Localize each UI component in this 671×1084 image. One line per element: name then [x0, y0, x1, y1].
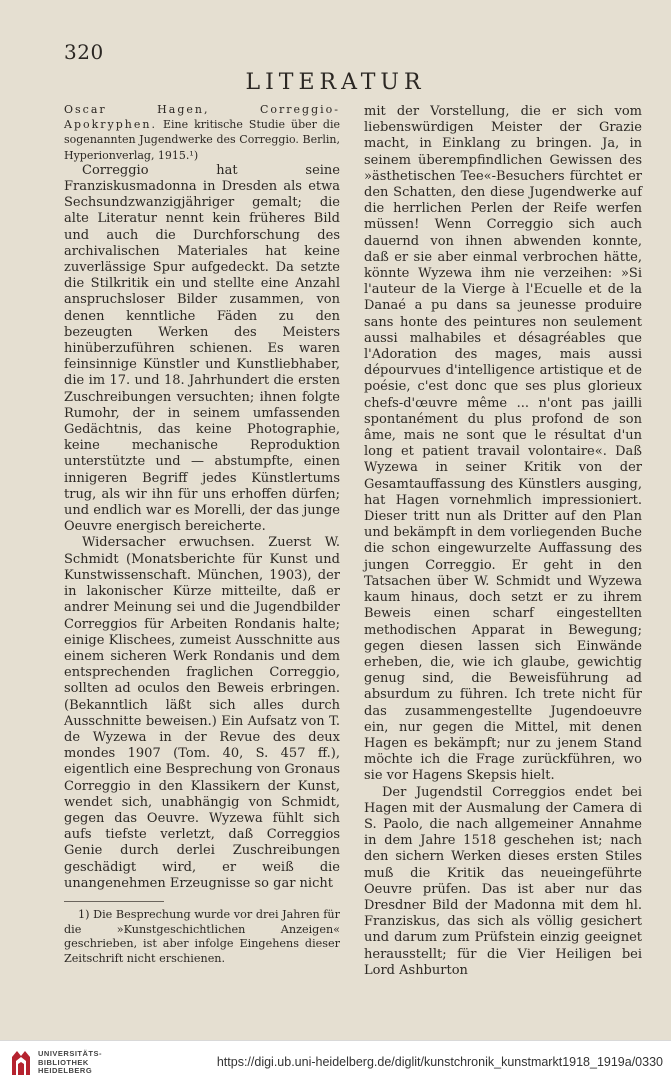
- footnote: 1) Die Besprechung wurde vor drei Jahren für die »Kunstgeschichtlichen Anzeigen« geschrieben‚ ist aber infolge Eingehens dieser Zeitschrift nicht erschienen.: [64, 907, 340, 965]
- source-url[interactable]: https://digi.ub.uni-heidelberg.de/diglit/kunstchronik_kunstmarkt1918_1919a/0330: [216, 1055, 663, 1069]
- left-column: [64, 102, 340, 966]
- paragraph: mit der Vorstellung, die er sich vom liebenswürdigen Meister der Grazie macht, in Einklang zu bringen. Ja, in seinem überempfindlichen Gewissen des »ästhetischen Tee«-Besuchers fürchtet er den Schatten, den diese Jugendwerke auf die herrlichen Perlen der Reife werfen müssen! Wenn Correggio sich auch dauernd von ihnen abwenden konnte, daß er sie aber einmal verbrochen hätte, könnte Wyzewa ihm nie verzeihen: »Si l'auteur de la Vierge à l'Ecuelle et de la Danaé a pu dans sa jeunesse produire sans honte des peintures non seulement aussi malhabiles et désagréables que l'Adoration des mages, mais aussi dépourvues d'intelligence artistique et de poésie, c'est donc que ses plus glorieux chefs-d'œuvre même ... n'ont pas jailli spontanément du plus profond de son âme, mais ne sont que le résultat d'un long et patient travail volontaire«. Daß Wyzewa in seiner Kritik von der Gesamtauffassung des Künstlers ausging, hat Hagen vornehmlich impressioniert. Dieser tritt nun als Dritter auf den Plan und bekämpft in dem vorliegenden Buche die schon eingewurzelte Auffassung des jungen Correggio. Er geht in den Tatsachen über W. Schmidt und Wyzewa kaum hinaus, doch setzt er zu ihrem Beweis einen scharf eingestellten methodischen Apparat in Bewegung; gegen diesen lassen sich Einwände erheben, die, wie ich glaube, gewichtig genug sind, die Beweisführung ad absurdum zu führen. Ich trete nicht für das zusammengestellte Jugendoeuvre ein, nur gegen die Mittel, mit denen Hagen es bekämpft; nur zu jenem Stand möchte ich die Frage zurückführen, wo sie vor Hagens Skepsis hielt.: [364, 104, 642, 784]
- heidelberg-library-logo-icon[interactable]: [8, 1047, 34, 1077]
- section-title: LITERATUR: [245, 70, 426, 95]
- library-name: [38, 1050, 102, 1076]
- library-name-line: UNIVERSITÄTS-: [38, 1049, 103, 1058]
- right-column: [364, 104, 642, 979]
- book-reference: [64, 102, 340, 163]
- library-name-line: BIBLIOTHEK: [38, 1057, 89, 1067]
- library-name-line: HEIDELBERG: [38, 1066, 93, 1076]
- footer-bar: [0, 1040, 671, 1084]
- footnote-divider: [64, 901, 164, 902]
- book-title: Oscar Hagen, Correggio-Apokryphen.: [64, 103, 340, 132]
- book-details: Eine kritische Studie über die sogenannten Jugendwerke des Correggio. Berlin, Hyperionverlag, 1915.¹): [64, 118, 340, 162]
- paragraph: Der Jugendstil Correggios endet bei Hagen mit der Ausmalung der Camera di S. Paolo, die nach allgemeiner Annahme in dem Jahre 1518 geschehen ist; nach den sichern Werken dieses ersten Stiles muß die Kritik das neueingeführte Oeuvre prüfen. Das ist aber nur das Dresdner Bild der Madonna mit dem hl. Franziskus, das sich als völlig gesichert und darum zum Prüfstein einzig geeignet herausstellt; für die Vier Heiligen bei Lord Ashburton: [364, 784, 642, 978]
- paragraph: Widersacher erwuchsen. Zuerst W. Schmidt (Monatsberichte für Kunst und Kunstwissenschaft. München, 1903), der in lakonischer Kürze mitteilte, daß er andrer Meinung sei und die Jugendbilder Correggios für Arbeiten Rondanis halte; einige Klischees, zumeist Ausschnitte aus einem sicheren Werk Rondanis und dem entsprechenden fraglichen Correggio, sollten ad oculos den Beweis erbringen. (Bekanntlich läßt sich alles durch Ausschnitte beweisen.) Ein Aufsatz von T. de Wyzewa in der Revue des deux mondes 1907 (Tom. 40, S. 457 ff.), eigentlich eine Besprechung von Gronaus Correggio in den Klassikern der Kunst, wendet sich, unabhängig von Schmidt, gegen das Oeuvre. Wyzewa fühlt sich aufs tiefste verletzt, daß Correggios Genie durch derlei Zuschreibungen geschädigt wird, er weiß die unangenehmen Erzeugnisse so gar nicht: [64, 535, 340, 891]
- page-number: 320: [64, 40, 104, 64]
- paragraph: Correggio hat seine Franziskusmadonna in Dresden als etwa Sechsundzwanzigjähriger gemalt; die alte Literatur nennt kein früheres Bild und auch die Durchforschung des archivalischen Materiales hat keine zuverlässige Spur aufgedeckt. Da setzte die Stilkritik ein und stellte eine Anzahl anspruchsloser Bilder zusammen, von denen kenntliche Fäden zu den bezeugten Werken des Meisters hinüberzuführen schienen. Es waren feinsinnige Künstler und Kunstliebhaber, die im 17. und 18. Jahrhundert die ersten Zuschreibungen versuchten; ihnen folgte Rumohr, der in seinem umfassenden Gedächtnis, das keine Photographie, keine mechanische Reproduktion unterstützte und — abstumpfte, einen innigeren Begriff jedes Künstlertums trug, als wir ihn für uns erhoffen dürfen; und endlich war es Morelli, der das junge Oeuvre energisch bereicherte.: [64, 162, 340, 535]
